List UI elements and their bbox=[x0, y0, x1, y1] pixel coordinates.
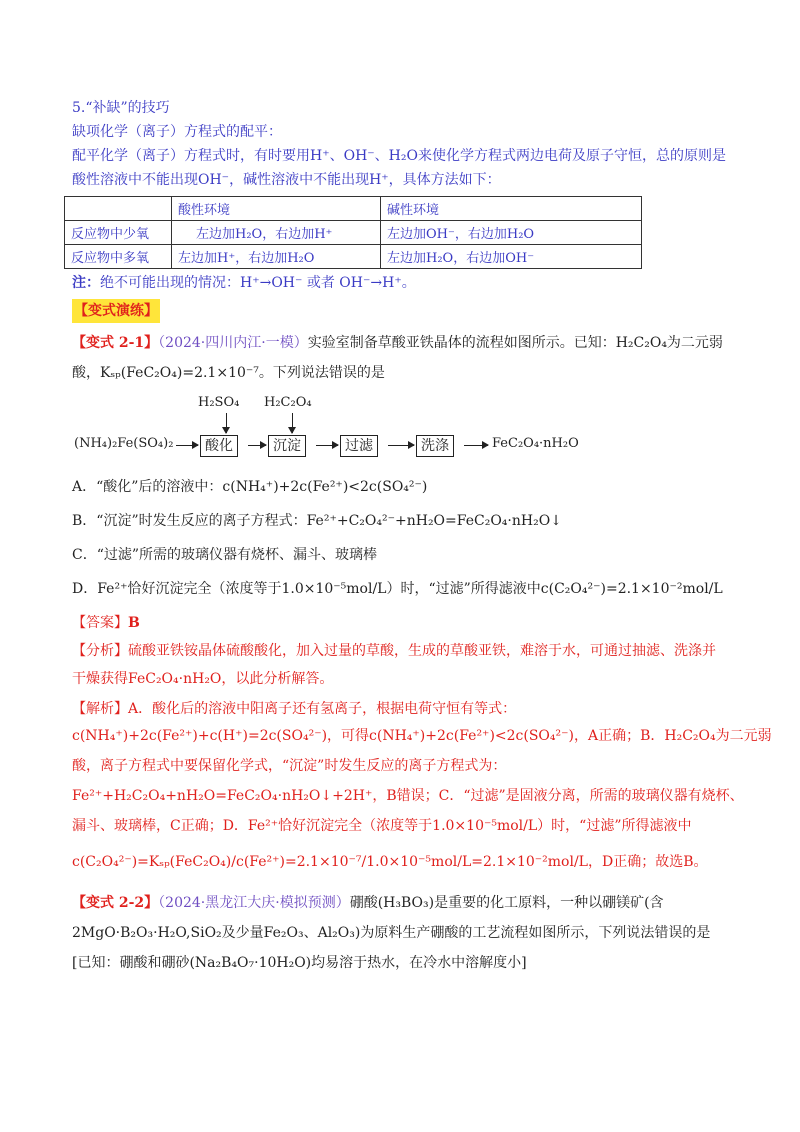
solution-line-2: c(NH₄⁺)+2c(Fe²⁺)+c(H⁺)=2c(SO₄²⁻)，可得c(NH₄⁺)+2c(Fe²⁺)<2c(SO₄²⁻)，A正确；B．H₂C₂O₄为二元弱 bbox=[72, 728, 772, 744]
table-cell: 左边加H⁺，右边加H₂O bbox=[172, 245, 381, 269]
q2-stem-line-2: 2MgO·B₂O₃·H₂O,SiO₂及少量Fe₂O₃、Al₂O₃)为原料生产硼酸的工艺流程如图所示，下列说法错误的是 bbox=[72, 925, 711, 941]
table-cell: 左边加H₂O，右边加H⁺ bbox=[172, 221, 381, 245]
flow-step-acidify: 酸化 bbox=[200, 435, 238, 457]
reagent-arrow-2 bbox=[292, 413, 293, 433]
table-header-cell: 酸性环境 bbox=[172, 197, 381, 221]
reagent-label-2: H₂C₂O₄ bbox=[264, 395, 312, 410]
solution-line-4: Fe²⁺+H₂C₂O₄+nH₂O=FeC₂O₄·nH₂O↓+2H⁺，B错误；C．“过滤”是固液分离，所需的玻璃仪器有烧杯、 bbox=[72, 788, 744, 804]
note-text: 绝不可能出现的情况：H⁺→OH⁻ 或者 OH⁻→H⁺。 bbox=[100, 275, 416, 291]
option-d: D．Fe²⁺恰好沉淀完全（浓度等于1.0×10⁻⁵mol/L）时，“过滤”所得滤液中c(C₂O₄²⁻)=2.1×10⁻²mol/L bbox=[72, 581, 723, 597]
flow-arrow bbox=[316, 445, 338, 446]
answer-line bbox=[72, 611, 732, 635]
table-row bbox=[65, 245, 642, 269]
table-header-row bbox=[65, 197, 642, 221]
flow-step-filter: 过滤 bbox=[340, 435, 378, 457]
q2-source: （2024·黑龙江大庆·模拟预测） bbox=[158, 895, 350, 911]
solution-tag: 【解析】 bbox=[72, 701, 128, 717]
flow-arrow bbox=[176, 445, 198, 446]
table-cell: 左边加OH⁻，右边加H₂O bbox=[381, 221, 642, 245]
option-c: C．“过滤”所需的玻璃仪器有烧杯、漏斗、玻璃棒 bbox=[72, 547, 378, 563]
q2-stem-line-1 bbox=[72, 891, 732, 915]
flow-arrow bbox=[388, 445, 414, 446]
practice-header bbox=[72, 299, 732, 323]
section-subheading: 缺项化学（离子）方程式的配平： bbox=[72, 124, 282, 140]
practice-tag: 【变式演练】 bbox=[72, 299, 160, 323]
analysis-text: 硫酸亚铁铵晶体硫酸酸化，加入过量的草酸，生成的草酸亚铁，难溶于水，可通过抽滤、洗涤并 bbox=[128, 643, 716, 659]
intro-line-2: 酸性溶液中不能出现OH⁻，碱性溶液中不能出现H⁺，具体方法如下： bbox=[72, 172, 501, 188]
flow-arrow bbox=[248, 445, 266, 446]
table-row bbox=[65, 221, 642, 245]
q1-tag: 【变式 2-1】 bbox=[72, 335, 159, 351]
flow-start-material: (NH₄)₂Fe(SO₄)₂ bbox=[74, 436, 174, 451]
q1-stem-line-1 bbox=[72, 331, 732, 355]
q2-stem-text: 硼酸(H₃BO₃)是重要的化工原料，一种以硼镁矿(含 bbox=[349, 895, 664, 911]
answer-tag: 【答案】 bbox=[72, 615, 128, 631]
process-flow-diagram bbox=[72, 391, 732, 471]
document-page bbox=[71, 96, 772, 975]
table-cell: 反应物中少氧 bbox=[65, 221, 172, 245]
option-a: A．“酸化”后的溶液中：c(NH₄⁺)+2c(Fe²⁺)<2c(SO₄²⁻) bbox=[72, 479, 428, 495]
analysis-tag: 【分析】 bbox=[72, 643, 128, 659]
note bbox=[72, 271, 732, 295]
q1-stem-line-2: 酸，Kₛₚ(FeC₂O₄)=2.1×10⁻⁷。下列说法错误的是 bbox=[72, 365, 385, 381]
analysis-line-2: 干燥获得FeC₂O₄·nH₂O，以此分析解答。 bbox=[72, 671, 334, 687]
flow-step-wash: 洗涤 bbox=[416, 435, 454, 457]
table-cell: 反应物中多氧 bbox=[65, 245, 172, 269]
table-cell: 左边加H₂O，右边加OH⁻ bbox=[381, 245, 642, 269]
intro-line-1: 配平化学（离子）方程式时，有时要用H⁺、OH⁻、H₂O来使化学方程式两边电荷及原子守恒，总的原则是 bbox=[72, 148, 726, 164]
q1-stem-text: 实验室制备草酸亚铁晶体的流程如图所示。已知：H₂C₂O₄为二元弱 bbox=[307, 335, 723, 351]
q1-source: （2024·四川内江·一模） bbox=[158, 335, 308, 351]
reagent-arrow-1 bbox=[226, 413, 227, 433]
solution-line-5: 漏斗、玻璃棒，C正确；D．Fe²⁺恰好沉淀完全（浓度等于1.0×10⁻⁵mol/L）时，“过滤”所得滤液中 bbox=[72, 818, 692, 834]
solution-line-6: c(C₂O₄²⁻)=Kₛₚ(FeC₂O₄)/c(Fe²⁺)=2.1×10⁻⁷/1.0×10⁻⁵mol/L=2.1×10⁻²mol/L，D正确；故选B。 bbox=[72, 854, 708, 870]
solution-text: A．酸化后的溶液中阳离子还有氢离子，根据电荷守恒有等式： bbox=[128, 701, 517, 717]
section-heading: 5.“补缺”的技巧 bbox=[72, 100, 170, 116]
answer-value: B bbox=[128, 615, 140, 631]
flow-arrow bbox=[464, 445, 488, 446]
solution-line-3: 酸，离子方程式中要保留化学式，“沉淀”时发生反应的离子方程式为： bbox=[72, 758, 507, 774]
analysis-line-1 bbox=[72, 639, 732, 663]
q2-stem-line-3: [已知：硼酸和硼砂(Na₂B₄O₇·10H₂O)均易溶于热水，在冷水中溶解度小] bbox=[72, 955, 527, 971]
option-b: B．“沉淀”时发生反应的离子方程式：Fe²⁺+C₂O₄²⁻+nH₂O=FeC₂O₄·nH₂O↓ bbox=[72, 513, 562, 529]
flow-product: FeC₂O₄·nH₂O bbox=[492, 436, 579, 451]
table-header-cell bbox=[65, 197, 172, 221]
q2-tag: 【变式 2-2】 bbox=[72, 895, 159, 911]
reagent-label-1: H₂SO₄ bbox=[198, 395, 240, 410]
solution-line-1 bbox=[72, 697, 732, 721]
table-header-cell: 碱性环境 bbox=[381, 197, 642, 221]
note-label: 注： bbox=[72, 275, 100, 291]
flow-step-precipitate: 沉淀 bbox=[268, 435, 306, 457]
environment-table bbox=[64, 196, 642, 269]
